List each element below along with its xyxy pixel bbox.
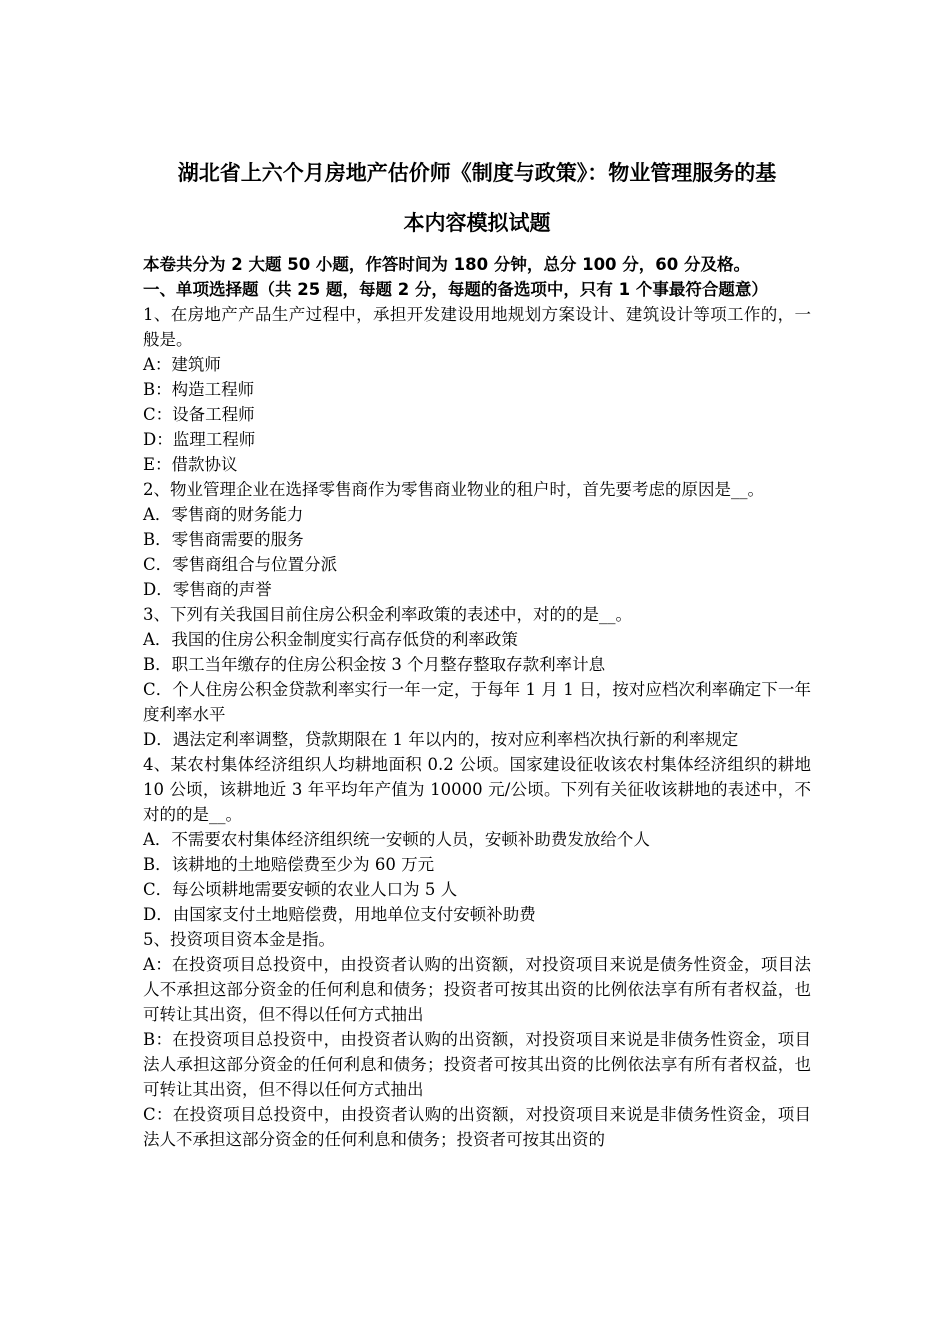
question-option: A：在投资项目总投资中，由投资者认购的出资额，对投资项目来说是债务性资金，项目法人不承担这部分资金的任何利息和债务；投资者可按其出资的比例依法享有所有者权益，也可转让其出资，但不得以任何方式抽出 [143,955,811,1024]
question-option: B．零售商需要的服务 [143,530,304,549]
question-stem: 4、某农村集体经济组织人均耕地面积 0.2 公顷。国家建设征收该农村集体经济组织的耕地 10 公顷，该耕地近 3 年平均年产值为 10000 元/公顷。下列有关征收该耕地的表述中，不对的的是__。 [143,755,811,824]
question-2 [143,477,811,602]
question-4 [143,752,811,927]
document-title [139,148,815,248]
question-3 [143,602,811,752]
question-1 [143,302,811,477]
question-option: D．由国家支付土地赔偿费，用地单位支付安顿补助费 [143,905,536,924]
question-option: D：监理工程师 [143,430,256,449]
question-5 [143,927,811,1152]
question-option: A．不需要农村集体经济组织统一安顿的人员，安顿补助费发放给个人 [143,830,650,849]
question-stem: 5、投资项目资本金是指。 [143,930,335,949]
exam-intro: 本卷共分为 2 大题 50 小题，作答时间为 180 分钟，总分 100 分，60 分及格。 [143,255,750,274]
question-option: C：设备工程师 [143,405,255,424]
question-option: A．零售商的财务能力 [143,505,304,524]
question-option: C：在投资项目总投资中，由投资者认购的出资额，对投资项目来说是非债务性资金，项目法人不承担这部分资金的任何利息和债务；投资者可按其出资的 [143,1105,811,1149]
question-option: B．职工当年缴存的住房公积金按 3 个月整存整取存款利率计息 [143,655,606,674]
title-line-2: 本内容模拟试题 [403,211,551,235]
section-heading: 一、单项选择题（共 25 题，每题 2 分，每题的备选项中，只有 1 个事最符合题意） [143,280,768,299]
question-stem: 1、在房地产产品生产过程中，承担开发建设用地规划方案设计、建筑设计等项工作的，一般是。 [143,305,811,349]
question-option: B：在投资项目总投资中，由投资者认购的出资额，对投资项目来说是非债务性资金，项目法人承担这部分资金的任何利息和债务；投资者可按其出资的比例依法享有所有者权益，也可转让其出资，但不得以任何方式抽出 [143,1030,811,1099]
question-option: A：建筑师 [143,355,221,374]
question-option: D．遇法定利率调整，贷款期限在 1 年以内的，按对应利率档次执行新的利率规定 [143,730,739,749]
question-option: D．零售商的声誉 [143,580,272,599]
question-option: E：借款协议 [143,455,238,474]
question-option: C．个人住房公积金贷款利率实行一年一定，于每年 1 月 1 日，按对应档次利率确定下一年度利率水平 [143,680,811,724]
document-page [143,148,811,1152]
question-stem: 3、下列有关我国目前住房公积金利率政策的表述中，对的的是__。 [143,605,632,624]
title-line-1: 湖北省上六个月房地产估价师《制度与政策》：物业管理服务的基 [177,161,777,185]
question-option: B：构造工程师 [143,380,255,399]
question-option: B．该耕地的土地赔偿费至少为 60 万元 [143,855,435,874]
question-option: A．我国的住房公积金制度实行高存低贷的利率政策 [143,630,518,649]
question-stem: 2、物业管理企业在选择零售商作为零售商业物业的租户时，首先要考虑的原因是__。 [143,480,764,499]
question-option: C．零售商组合与位置分派 [143,555,338,574]
question-option: C．每公顷耕地需要安顿的农业人口为 5 人 [143,880,458,899]
